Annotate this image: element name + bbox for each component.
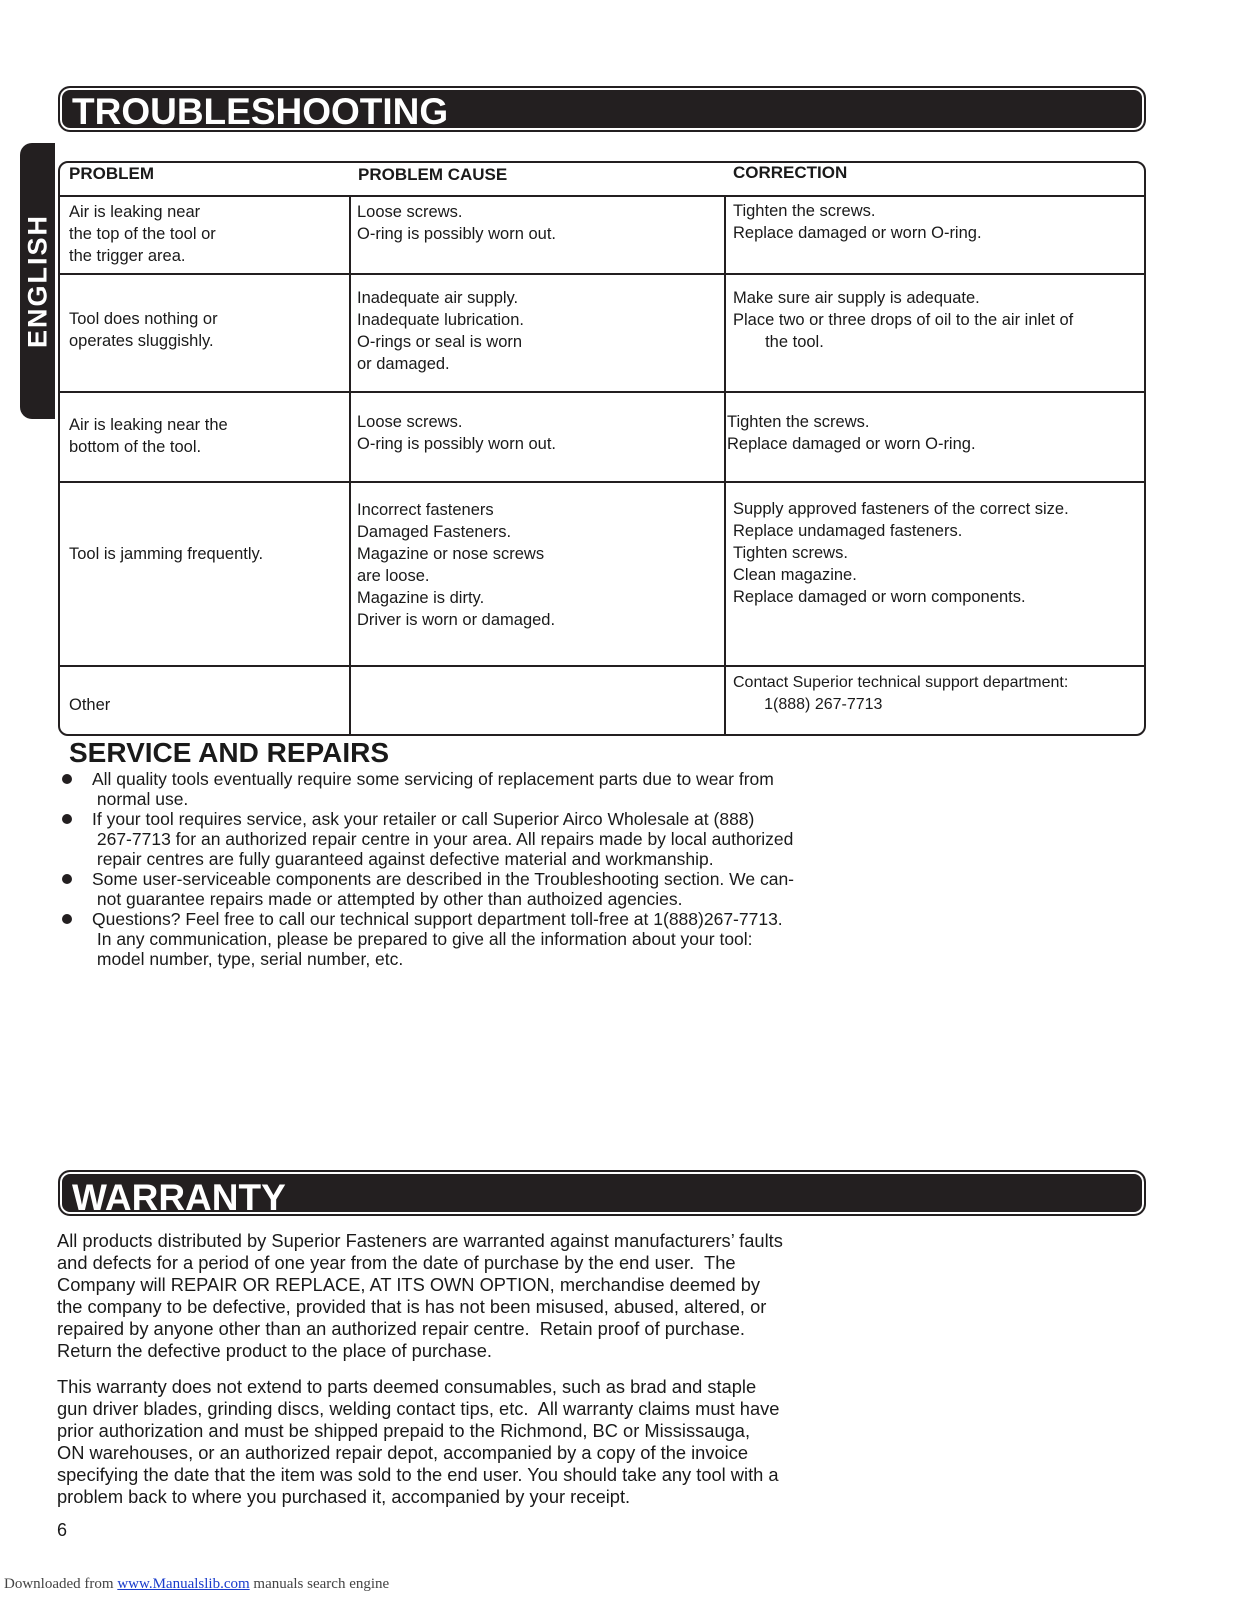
list-item <box>62 769 882 809</box>
table-rule <box>60 481 1144 483</box>
cause-cell: Inadequate air supply. Inadequate lubrication. O-rings or seal is worn or damaged. <box>357 289 524 373</box>
list-item <box>62 869 882 909</box>
header-correction: CORRECTION <box>733 163 848 182</box>
bullet-text: Some user-serviceable components are described in the Troubleshooting section. We can- not guarantee repairs made or attempted by other than authoized agencies. <box>92 869 794 909</box>
table-rule <box>60 195 1144 197</box>
page-number: 6 <box>57 1520 68 1540</box>
service-title: SERVICE AND REPAIRS <box>69 737 389 768</box>
manualslib-link[interactable]: www.Manualslib.com <box>117 1576 250 1592</box>
language-label: ENGLISH <box>22 213 52 349</box>
bullet-text: Questions? Feel free to call our technical support department toll-free at 1(888)267-7713. In any communication, please be prepared to give all the information about your tool: model number, type, serial number, etc. <box>92 909 783 969</box>
correction-cell: Supply approved fasteners of the correct size. Replace undamaged fasteners. Tighten screws. Clean magazine. Replace damaged or worn components. <box>733 500 1069 606</box>
troubleshooting-banner <box>58 86 1146 132</box>
cause-cell: Loose screws. O-ring is possibly worn out. <box>357 203 556 243</box>
troubleshooting-title: TROUBLESHOOTING <box>72 91 449 132</box>
header-problem: PROBLEM <box>69 164 154 183</box>
problem-cell: Tool is jamming frequently. <box>69 545 264 563</box>
bullet-icon <box>62 914 72 924</box>
bullet-icon <box>62 814 72 824</box>
correction-cell: Contact Superior technical support department: 1(888) 267-7713 <box>733 674 1069 713</box>
warranty-title: WARRANTY <box>72 1177 286 1218</box>
bullet-icon <box>62 874 72 884</box>
warranty-banner <box>58 1170 1146 1216</box>
table-column-rule <box>724 195 726 734</box>
table-rule <box>60 665 1144 667</box>
list-item <box>62 809 882 869</box>
list-item <box>62 909 882 969</box>
service-bullet-list <box>62 769 882 969</box>
correction-cell: Tighten the screws. Replace damaged or worn O-ring. <box>733 202 982 242</box>
cause-cell: Loose screws. O-ring is possibly worn out. <box>357 413 556 453</box>
footer-suffix: manuals search engine <box>249 1576 390 1592</box>
troubleshooting-table <box>58 161 1146 736</box>
warranty-paragraph: All products distributed by Superior Fasteners are warranted against manufacturers’ faults and defects for a period of one year from the date of purchase by the end user. The Company will REPAIR OR REPLACE, AT ITS OWN OPTION, merchandise deemed by the company to be defective, provided that is has not been misused, abused, altered, or repaired by anyone other than an authorized repair centre. Retain proof of purchase. Return the defective product to the place of purchase. <box>57 1230 783 1361</box>
language-side-tab <box>20 143 55 419</box>
problem-cell: Tool does nothing or operates sluggishly. <box>69 310 218 350</box>
header-problem-cause: PROBLEM CAUSE <box>358 165 508 184</box>
problem-cell: Other <box>69 696 111 714</box>
bullet-text: All quality tools eventually require some servicing of replacement parts due to wear from normal use. <box>92 769 774 809</box>
table-rule <box>60 273 1144 275</box>
cause-cell: Incorrect fasteners Damaged Fasteners. Magazine or nose screws are loose. Magazine is dirty. Driver is worn or damaged. <box>357 501 556 629</box>
problem-cell: Air is leaking near the top of the tool or the trigger area. <box>69 203 216 265</box>
correction-cell: Tighten the screws. Replace damaged or worn O-ring. <box>727 413 976 453</box>
warranty-paragraph: This warranty does not extend to parts deemed consumables, such as brad and staple gun driver blades, grinding discs, welding contact tips, etc. All warranty claims must have prior authorization and must be shipped prepaid to the Richmond, BC or Mississauga, ON warehouses, or an authorized repair depot, accompanied by a copy of the invoice specifying the date that the item was sold to the end user. You should take any tool with a problem back to where you purchased it, accompanied by your receipt. <box>57 1376 780 1507</box>
table-column-rule <box>349 195 351 734</box>
bullet-icon <box>62 774 72 784</box>
download-footer <box>4 1576 389 1593</box>
footer-prefix: Downloaded from <box>4 1576 118 1592</box>
problem-cell: Air is leaking near the bottom of the tool. <box>69 416 228 456</box>
table-rule <box>60 391 1144 393</box>
bullet-text: If your tool requires service, ask your retailer or call Superior Airco Wholesale at (888) 267-7713 for an authorized repair centre in your area. All repairs made by local authorized repair centres are fully guaranteed against defective material and workmanship. <box>92 809 794 869</box>
correction-cell: Make sure air supply is adequate. Place two or three drops of oil to the air inlet of the tool. <box>733 289 1074 351</box>
